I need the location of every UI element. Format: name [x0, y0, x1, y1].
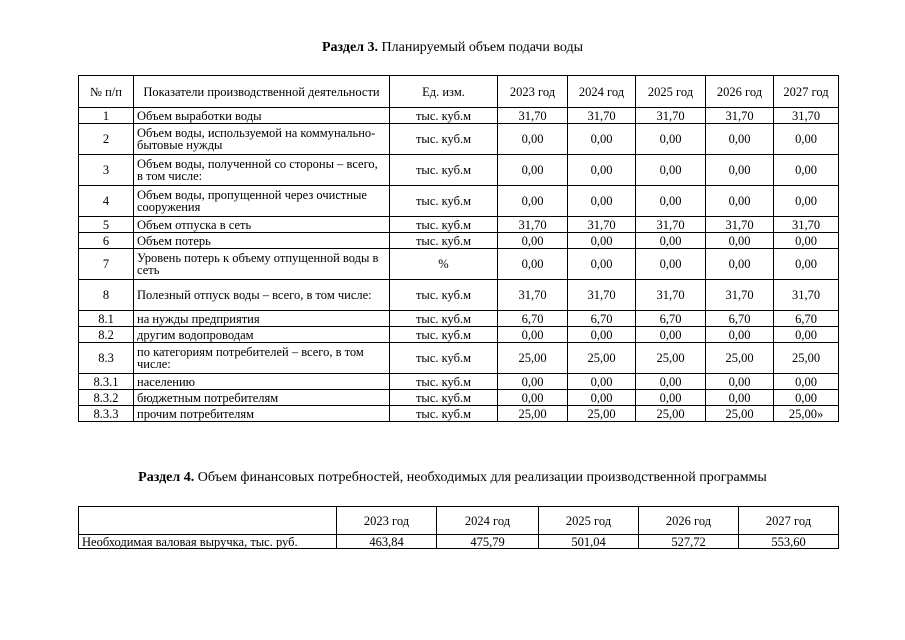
- table-row: [79, 535, 839, 549]
- unit-cell: тыс. куб.м: [390, 186, 498, 217]
- section-4-title-text: Объем финансовых потребностей, необходимых для реализации производственной программы: [194, 470, 767, 485]
- value-cell: 31,70: [706, 217, 774, 233]
- table-row: [79, 249, 839, 280]
- value-cell: 0,00: [774, 249, 839, 280]
- indicator-name: Объем воды, пропущенной через очистные сооружения: [134, 186, 390, 217]
- value-cell: 0,00: [706, 233, 774, 249]
- value-cell: 0,00: [498, 233, 568, 249]
- unit-cell: тыс. куб.м: [390, 108, 498, 124]
- table-row: [79, 280, 839, 311]
- value-cell: 31,70: [774, 108, 839, 124]
- value-cell: 0,00: [636, 249, 706, 280]
- indicator-name: на нужды предприятия: [134, 311, 390, 327]
- value-cell: 25,00: [568, 343, 636, 374]
- value-cell: 0,00: [636, 327, 706, 343]
- table-row: [79, 186, 839, 217]
- value-cell: 0,00: [498, 374, 568, 390]
- value-cell: 0,00: [498, 155, 568, 186]
- value-cell: 25,00: [706, 343, 774, 374]
- unit-cell: тыс. куб.м: [390, 406, 498, 422]
- value-cell: 0,00: [706, 390, 774, 406]
- row-number: 8.3.1: [79, 374, 134, 390]
- value-cell: 0,00: [706, 374, 774, 390]
- unit-cell: %: [390, 249, 498, 280]
- value-cell: 553,60: [739, 535, 839, 549]
- section-3-title-text: Планируемый объем подачи воды: [378, 40, 584, 55]
- value-cell: 0,00: [774, 374, 839, 390]
- value-cell: 25,00: [706, 406, 774, 422]
- value-cell: 31,70: [774, 280, 839, 311]
- value-cell: 527,72: [639, 535, 739, 549]
- indicator-name: по категориям потребителей – всего, в том числе:: [134, 343, 390, 374]
- value-cell: 0,00: [706, 124, 774, 155]
- row-number: 8.1: [79, 311, 134, 327]
- table-row: [79, 390, 839, 406]
- value-cell: 0,00: [636, 374, 706, 390]
- table-row: [79, 406, 839, 422]
- value-cell: 25,00: [636, 406, 706, 422]
- row-number: 3: [79, 155, 134, 186]
- value-cell: 0,00: [774, 124, 839, 155]
- header-year: 2026 год: [639, 507, 739, 535]
- indicator-name: другим водопроводам: [134, 327, 390, 343]
- value-cell: 6,70: [706, 311, 774, 327]
- value-cell: 31,70: [636, 280, 706, 311]
- section-3-title-bold: Раздел 3.: [321, 40, 379, 55]
- value-cell: 0,00: [774, 327, 839, 343]
- header-indicator: Показатели производственной деятельности: [134, 76, 390, 108]
- header-num: № п/п: [79, 76, 134, 108]
- row-number: 7: [79, 249, 134, 280]
- indicator-name: Объем воды, полученной со стороны – всего, в том числе:: [134, 155, 390, 186]
- header-year: 2027 год: [774, 76, 839, 108]
- value-cell: 0,00: [774, 390, 839, 406]
- value-cell: 31,70: [568, 108, 636, 124]
- value-cell: 0,00: [568, 249, 636, 280]
- indicator-name: бюджетным потребителям: [134, 390, 390, 406]
- value-cell: 25,00: [636, 343, 706, 374]
- unit-cell: тыс. куб.м: [390, 155, 498, 186]
- header-blank: [79, 507, 337, 535]
- row-number: 6: [79, 233, 134, 249]
- value-cell: 0,00: [498, 124, 568, 155]
- row-number: 5: [79, 217, 134, 233]
- financial-needs-table: [78, 506, 839, 549]
- section-3-title: [0, 40, 905, 56]
- value-cell: 6,70: [636, 311, 706, 327]
- value-cell: 0,00: [498, 390, 568, 406]
- value-cell: 0,00: [636, 124, 706, 155]
- value-cell: 31,70: [636, 217, 706, 233]
- value-cell: 0,00: [568, 327, 636, 343]
- indicator-name: Объем воды, используемой на коммунально-бытовые нужды: [134, 124, 390, 155]
- unit-cell: тыс. куб.м: [390, 327, 498, 343]
- value-cell: 0,00: [706, 327, 774, 343]
- value-cell: 0,00: [568, 124, 636, 155]
- unit-cell: тыс. куб.м: [390, 124, 498, 155]
- value-cell: 0,00: [706, 249, 774, 280]
- indicator-name: Объем выработки воды: [134, 108, 390, 124]
- unit-cell: тыс. куб.м: [390, 343, 498, 374]
- header-year: 2026 год: [706, 76, 774, 108]
- table-header-row: [79, 76, 839, 108]
- table-row: [79, 155, 839, 186]
- value-cell: 0,00: [636, 155, 706, 186]
- value-cell: 0,00: [636, 186, 706, 217]
- header-unit: Ед. изм.: [390, 76, 498, 108]
- value-cell: 0,00: [498, 327, 568, 343]
- row-number: 4: [79, 186, 134, 217]
- header-year: 2027 год: [739, 507, 839, 535]
- value-cell: 25,00: [498, 406, 568, 422]
- section-4-title: [0, 470, 905, 486]
- row-number: 8.3.2: [79, 390, 134, 406]
- row-number: 8.2: [79, 327, 134, 343]
- value-cell: 31,70: [498, 280, 568, 311]
- table-row: [79, 327, 839, 343]
- value-cell: 463,84: [337, 535, 437, 549]
- value-cell: 0,00: [568, 186, 636, 217]
- value-cell: 25,00: [568, 406, 636, 422]
- unit-cell: тыс. куб.м: [390, 311, 498, 327]
- value-cell: 25,00»: [774, 406, 839, 422]
- value-cell: 501,04: [539, 535, 639, 549]
- table-row: [79, 374, 839, 390]
- indicator-name: Объем отпуска в сеть: [134, 217, 390, 233]
- unit-cell: тыс. куб.м: [390, 233, 498, 249]
- value-cell: 0,00: [774, 233, 839, 249]
- indicator-name: Полезный отпуск воды – всего, в том числе:: [134, 280, 390, 311]
- header-year: 2025 год: [539, 507, 639, 535]
- value-cell: 0,00: [636, 233, 706, 249]
- unit-cell: тыс. куб.м: [390, 217, 498, 233]
- value-cell: 0,00: [568, 390, 636, 406]
- table-row: [79, 233, 839, 249]
- value-cell: 0,00: [568, 374, 636, 390]
- table-row: [79, 124, 839, 155]
- row-number: 8.3: [79, 343, 134, 374]
- row-number: 8: [79, 280, 134, 311]
- value-cell: 31,70: [706, 280, 774, 311]
- table-header-row: [79, 507, 839, 535]
- value-cell: 6,70: [774, 311, 839, 327]
- value-cell: 0,00: [636, 390, 706, 406]
- row-number: 2: [79, 124, 134, 155]
- value-cell: 0,00: [568, 233, 636, 249]
- value-cell: 31,70: [498, 217, 568, 233]
- value-cell: 31,70: [498, 108, 568, 124]
- indicator-name: Объем потерь: [134, 233, 390, 249]
- value-cell: 475,79: [437, 535, 539, 549]
- value-cell: 6,70: [568, 311, 636, 327]
- indicator-name: прочим потребителям: [134, 406, 390, 422]
- table-row: [79, 108, 839, 124]
- row-label: Необходимая валовая выручка, тыс. руб.: [79, 535, 337, 549]
- value-cell: 31,70: [568, 217, 636, 233]
- header-year: 2024 год: [568, 76, 636, 108]
- value-cell: 0,00: [706, 186, 774, 217]
- indicator-name: населению: [134, 374, 390, 390]
- value-cell: 0,00: [774, 155, 839, 186]
- value-cell: 25,00: [498, 343, 568, 374]
- section-4-title-bold: Раздел 4.: [138, 470, 195, 485]
- water-supply-table: [78, 75, 839, 422]
- value-cell: 0,00: [498, 249, 568, 280]
- value-cell: 31,70: [706, 108, 774, 124]
- table-row: [79, 217, 839, 233]
- indicator-name: Уровень потерь к объему отпущенной воды в сеть: [134, 249, 390, 280]
- value-cell: 0,00: [568, 155, 636, 186]
- unit-cell: тыс. куб.м: [390, 390, 498, 406]
- value-cell: 31,70: [636, 108, 706, 124]
- value-cell: 0,00: [774, 186, 839, 217]
- table-row: [79, 343, 839, 374]
- header-year: 2023 год: [337, 507, 437, 535]
- value-cell: 6,70: [498, 311, 568, 327]
- table-row: [79, 311, 839, 327]
- row-number: 8.3.3: [79, 406, 134, 422]
- header-year: 2024 год: [437, 507, 539, 535]
- value-cell: 31,70: [774, 217, 839, 233]
- unit-cell: тыс. куб.м: [390, 374, 498, 390]
- value-cell: 31,70: [568, 280, 636, 311]
- header-year: 2023 год: [498, 76, 568, 108]
- value-cell: 25,00: [774, 343, 839, 374]
- value-cell: 0,00: [706, 155, 774, 186]
- unit-cell: тыс. куб.м: [390, 280, 498, 311]
- row-number: 1: [79, 108, 134, 124]
- value-cell: 0,00: [498, 186, 568, 217]
- header-year: 2025 год: [636, 76, 706, 108]
